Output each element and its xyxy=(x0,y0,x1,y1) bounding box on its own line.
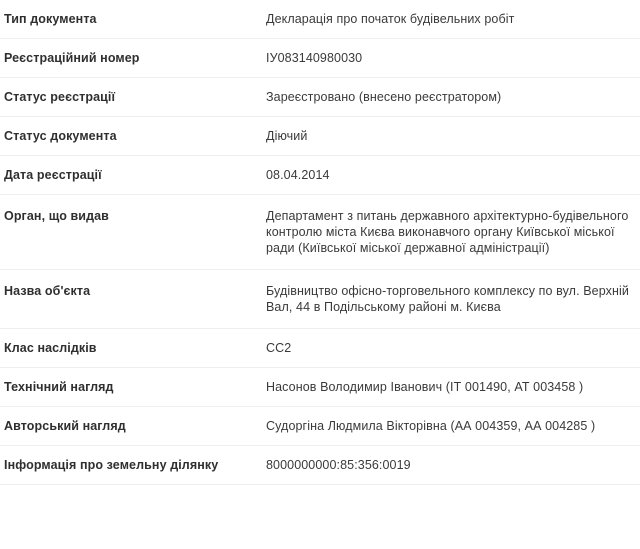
row-value xyxy=(266,329,640,368)
value-line: ІУ083140980030 xyxy=(266,51,363,65)
row-value xyxy=(266,407,640,446)
value-line: Вал, 44 в Подільському районі м. Києва xyxy=(266,300,501,314)
row-label: Назва об'єкта xyxy=(4,284,91,298)
row-label: Інформація про земельну ділянку xyxy=(4,458,219,472)
row-value xyxy=(266,0,640,39)
value-line: контролю міста Києва виконавчого органу Київської міської xyxy=(266,225,615,239)
row-label: Реєстраційний номер xyxy=(4,51,140,65)
table-row xyxy=(0,117,640,156)
value-line: Департамент з питань державного архітектурно-будівельного xyxy=(266,209,629,223)
table-row xyxy=(0,368,640,407)
value-line: Декларація про початок будівельних робіт xyxy=(266,12,515,26)
table-row xyxy=(0,0,640,39)
row-label: Тип документа xyxy=(4,12,97,26)
row-value xyxy=(266,156,640,195)
row-value xyxy=(266,39,640,78)
table-row xyxy=(0,78,640,117)
table-row xyxy=(0,39,640,78)
row-label: Статус документа xyxy=(4,129,117,143)
row-value xyxy=(266,195,640,270)
row-value xyxy=(266,368,640,407)
value-line: ради (Київської міської державної адміністрації) xyxy=(266,241,550,255)
value-line: Насонов Володимир Іванович (ІТ 001490, АТ 003458 ) xyxy=(266,380,584,394)
table-row xyxy=(0,270,640,329)
table-row xyxy=(0,329,640,368)
row-label: Авторський нагляд xyxy=(4,419,126,433)
value-line: Судоргіна Людмила Вікторівна (АА 004359, АА 004285 ) xyxy=(266,419,596,433)
row-value xyxy=(266,117,640,156)
row-label: Клас наслідків xyxy=(4,341,97,355)
value-line: Будівництво офісно-торговельного комплексу по вул. Верхній xyxy=(266,284,629,298)
row-label: Статус реєстрації xyxy=(4,90,116,104)
row-label: Дата реєстрації xyxy=(4,168,102,182)
value-line: СС2 xyxy=(266,341,292,355)
table-row xyxy=(0,446,640,485)
value-line: Зареєстровано (внесено реєстратором) xyxy=(266,90,502,104)
value-line: 08.04.2014 xyxy=(266,168,330,182)
row-value xyxy=(266,270,640,329)
row-value xyxy=(266,78,640,117)
value-line: 8000000000:85:356:0019 xyxy=(266,458,411,472)
table-row xyxy=(0,195,640,270)
row-label: Орган, що видав xyxy=(4,209,109,223)
table-row xyxy=(0,407,640,446)
row-value xyxy=(266,446,640,485)
row-label: Технічний нагляд xyxy=(4,380,114,394)
value-line: Діючий xyxy=(266,129,308,143)
table-row xyxy=(0,156,640,195)
